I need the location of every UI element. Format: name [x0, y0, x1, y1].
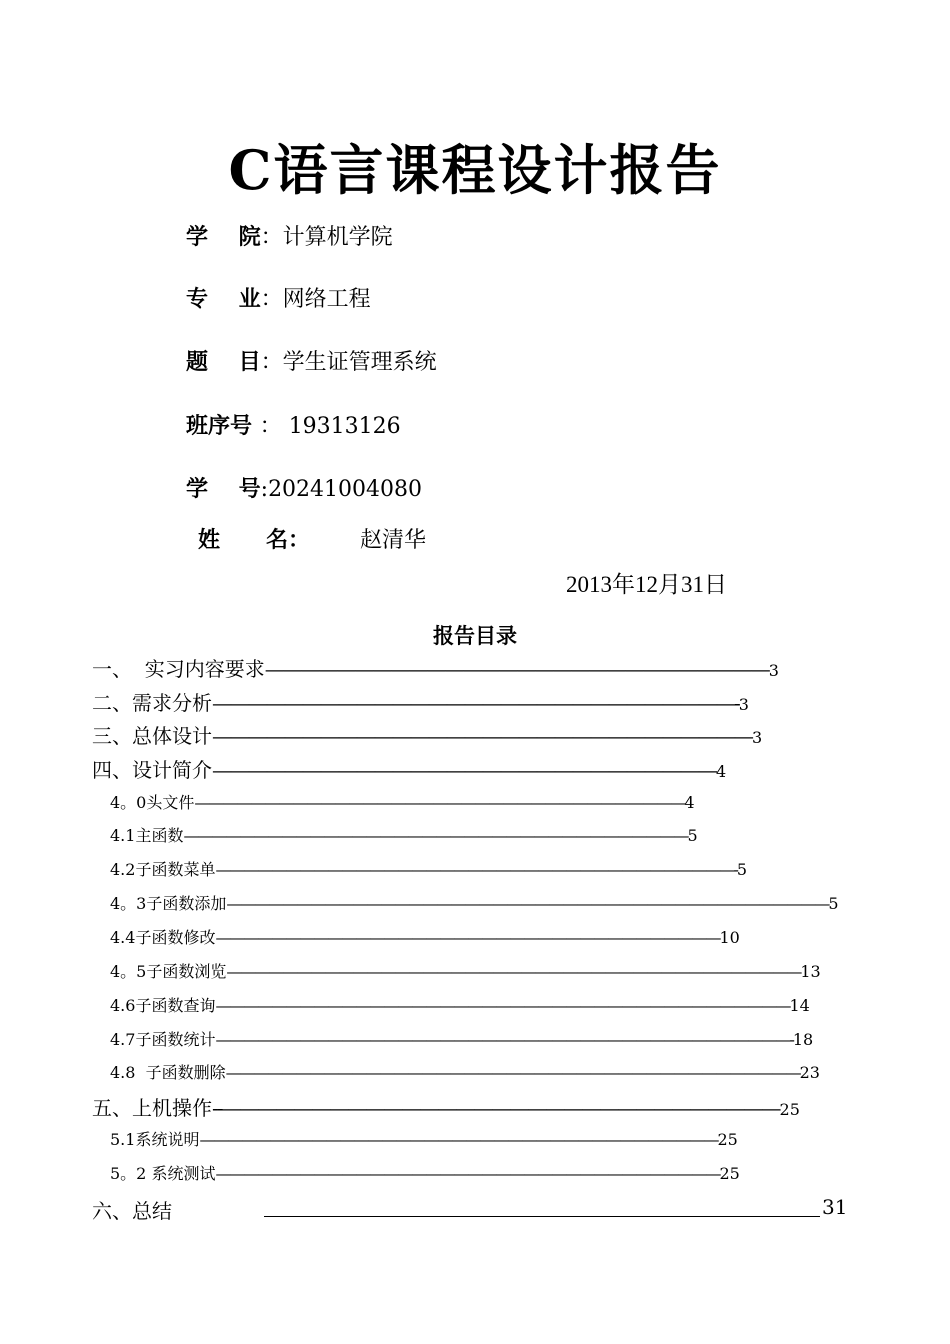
toc-entry-page: 5 [828, 894, 839, 913]
class-sep: ： [259, 414, 282, 439]
toc-entry-leader: —————————————————————————————— [212, 724, 752, 748]
college-value: 计算机学院 [282, 225, 393, 250]
toc-entry [92, 1195, 848, 1224]
toc-entry-title: 一、 实习内容要求 [92, 657, 265, 681]
major-label: 专 业 [186, 286, 261, 312]
toc-entry [110, 1127, 738, 1150]
toc-entry-leader: ————————————————————————————————————————— [215, 996, 790, 1015]
student-no-label: 学 号 [186, 476, 261, 502]
toc-entry-leader: ———————————————————————————————————— [183, 826, 688, 845]
topic-value: 学生证管理系统 [282, 350, 437, 375]
toc-entry-page: 3 [752, 728, 763, 747]
toc-entry-leader: ————————————————————————————————————————— [226, 962, 801, 981]
toc-entry-page: 18 [792, 1030, 814, 1049]
toc-entry-leader: --——————————————————————————————— [212, 1096, 780, 1120]
toc-entry [110, 891, 839, 914]
toc-entry [110, 857, 747, 880]
toc-entry [110, 823, 698, 846]
toc-entry-page: 13 [800, 962, 821, 981]
name-value: 赵清华 [359, 528, 426, 553]
toc-entry-title: 4.6子函数查询 [110, 996, 216, 1015]
toc-entry-leader: ————————————————————————————————————— [199, 1130, 718, 1149]
toc-entry [110, 1060, 820, 1083]
class-value: 19313126 [288, 414, 401, 439]
toc-entry-title: 4。5子函数浏览 [110, 962, 227, 981]
toc-entry-leader: —————————————————————————————- [212, 691, 739, 715]
toc-entry-page: 10 [719, 928, 740, 947]
toc-entry-page: 3 [738, 695, 749, 714]
toc-entry-title: 5。2 系统测试 [110, 1164, 216, 1183]
toc-entry-page: 25 [717, 1130, 738, 1149]
toc-heading: 报告目录 [433, 623, 517, 648]
class-row [186, 409, 401, 440]
toc-entry-page: 31 [822, 1195, 848, 1219]
toc-entry-leader: ———————————————————————————— [212, 758, 716, 782]
toc-entry [110, 959, 821, 982]
college-label: 学 院 [186, 224, 261, 250]
name-label: 姓 名 [198, 527, 288, 553]
name-row [198, 523, 426, 554]
college-sep: ： [260, 225, 283, 250]
topic-row [186, 345, 437, 376]
toc-entry-leader: —————————————————————————————————————- [215, 860, 737, 879]
toc-entry [92, 720, 762, 749]
report-date: 2013年12月31日 [566, 572, 727, 597]
toc-entry [110, 925, 740, 948]
toc-entry-page: 4 [716, 762, 727, 781]
name-sep: ： [287, 527, 310, 553]
toc-entry-page: 5 [687, 826, 698, 845]
toc-entry-title: 三、总体设计 [92, 724, 212, 748]
toc-leader-line [264, 1216, 820, 1217]
toc-entry-page: 25 [719, 1164, 740, 1183]
toc-entry-title: 4.4子函数修改 [110, 928, 216, 947]
topic-label: 题 目 [186, 349, 261, 375]
toc-entry-leader: ———————————————————————————————————— [215, 1164, 720, 1183]
topic-sep: ： [260, 350, 283, 375]
toc-entry-title: 六、总结 [92, 1199, 172, 1223]
toc-entry-leader: ———————————————————————————————————— [215, 928, 720, 947]
toc-entry-leader: —————————————————————————————————————————- [215, 1030, 793, 1049]
toc-entry-page: 3 [768, 661, 779, 680]
toc-entry-title: 4.1主函数 [110, 826, 184, 845]
toc-entry [110, 1161, 740, 1184]
toc-entry-title: 4。0头文件 [110, 793, 195, 812]
toc-entry [110, 993, 810, 1016]
toc-entry-leader: ————————————————————————————————————————— [225, 1063, 800, 1082]
student-no-row [186, 472, 422, 503]
document-title: C语言课程设计报告 [228, 138, 722, 202]
toc-entry-title: 5.1系统说明 [110, 1130, 200, 1149]
toc-entry [110, 790, 695, 813]
toc-entry-page: 14 [789, 996, 810, 1015]
toc-entry-page: 5 [736, 860, 748, 879]
toc-entry-leader: ——————————————————————————————————— [194, 793, 685, 812]
toc-entry-page: 4 [684, 793, 695, 812]
toc-entry-leader: ——————————————————————————————————————————— [226, 894, 829, 913]
toc-entry-page: 23 [799, 1063, 820, 1082]
toc-entry-title: 4.2子函数菜单 [110, 860, 216, 879]
toc-entry-leader: ———————————————————————————— [264, 657, 769, 681]
major-row [186, 282, 371, 313]
major-sep: ： [260, 287, 283, 312]
student-no-sep: : [260, 477, 269, 502]
toc-entry-title: 二、需求分析 [92, 691, 212, 715]
college-row [186, 220, 393, 251]
toc-entry-title: 4。3子函数添加 [110, 894, 227, 913]
class-label: 班序号 [186, 413, 260, 439]
student-no-value: 20241004080 [268, 477, 423, 502]
toc-entry-title: 4.7子函数统计 [110, 1030, 216, 1049]
toc-entry-title: 五、上机操作 [92, 1096, 212, 1120]
toc-entry [110, 1027, 813, 1050]
toc-entry-page: 25 [779, 1100, 800, 1119]
toc-entry [92, 754, 726, 783]
toc-entry-title: 四、设计简介 [92, 758, 212, 782]
major-value: 网络工程 [282, 287, 371, 312]
toc-entry [92, 1092, 800, 1121]
toc-entry-title: 4.8 子函数删除 [110, 1063, 226, 1082]
toc-entry [92, 653, 779, 682]
toc-entry [92, 687, 749, 716]
